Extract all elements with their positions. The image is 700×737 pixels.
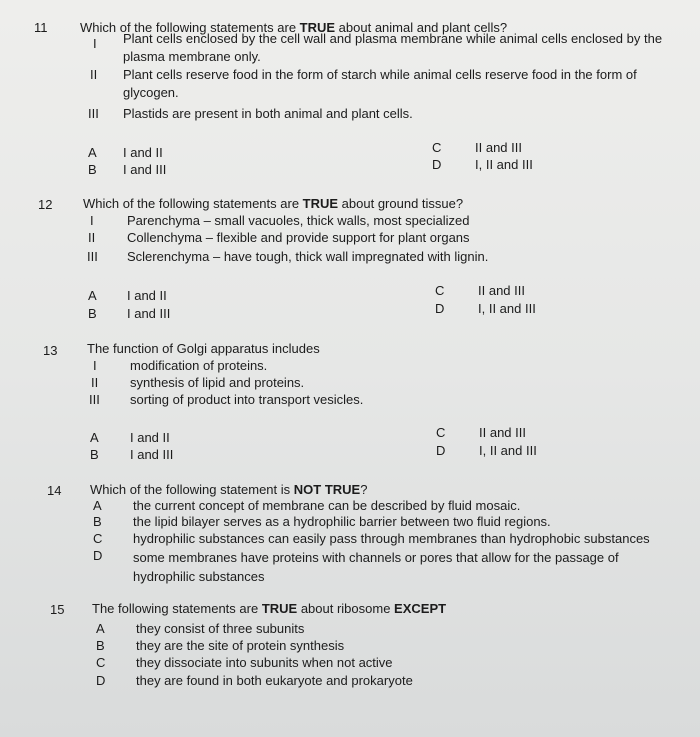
option-text[interactable]: they are the site of protein synthesis (136, 638, 345, 653)
statement-num: III (88, 106, 99, 121)
question-stem: Which of the following statements are TRUE about ground tissue? (83, 196, 464, 211)
option-text[interactable]: hydrophilic substances can easily pass through membranes than hydrophobic substances (133, 531, 650, 546)
statement-text: Sclerenchyma – have tough, thick wall impregnated with lignin. (127, 249, 489, 264)
statement-num: II (91, 375, 99, 390)
option-text[interactable]: I and II (123, 145, 163, 160)
option-letter[interactable]: A (93, 498, 102, 513)
option-letter[interactable]: B (88, 162, 97, 177)
option-letter[interactable]: D (432, 157, 442, 172)
question-stem: Which of the following statement is NOT TRUE? (90, 482, 368, 497)
option-letter[interactable]: C (93, 531, 103, 546)
option-letter[interactable]: B (88, 306, 97, 321)
option-text[interactable]: I and II (127, 288, 167, 303)
statement-text: Plant cells reserve food in the form of starch while animal cells reserve food in the form of glycogen. (123, 67, 637, 100)
option-text[interactable]: II and III (479, 425, 526, 440)
option-text[interactable]: II and III (478, 283, 525, 298)
statement-text: Plant cells enclosed by the cell wall and plasma membrane while animal cells enclosed by the plasma membrane only. (123, 31, 663, 64)
option-letter[interactable]: B (96, 638, 105, 653)
statement-num: III (89, 392, 100, 407)
question-stem: The following statements are TRUE about ribosome EXCEPT (92, 601, 447, 616)
question-stem: Which of the following statements are TRUE about animal and plant cells? (80, 20, 508, 35)
statement-text: Plastids are present in both animal and plant cells. (123, 106, 413, 121)
option-letter[interactable]: A (90, 430, 99, 445)
option-letter[interactable]: C (432, 140, 442, 155)
option-letter[interactable]: D (436, 443, 446, 458)
question-number: 15 (50, 602, 65, 617)
option-text[interactable]: I and II (130, 430, 170, 445)
option-letter[interactable]: A (96, 621, 105, 636)
option-letter[interactable]: C (435, 283, 445, 298)
option-text[interactable]: they are found in both eukaryote and prokaryote (136, 673, 413, 688)
option-letter[interactable]: D (96, 673, 106, 688)
option-text[interactable]: II and III (475, 140, 522, 155)
option-text[interactable]: I and III (123, 162, 167, 177)
statement-num: III (87, 249, 98, 264)
option-text[interactable]: some membranes have proteins with channels or pores that allow for the passage of hydrophilic substances (133, 550, 619, 584)
option-text[interactable]: they dissociate into subunits when not active (136, 655, 393, 670)
statement-text: modification of proteins. (130, 358, 268, 373)
question-number: 12 (38, 197, 53, 212)
statement-num: I (90, 213, 94, 228)
question-number: 11 (34, 20, 48, 35)
statement-num: II (90, 67, 98, 82)
option-text[interactable]: I and III (127, 306, 171, 321)
option-letter[interactable]: B (93, 514, 102, 529)
option-letter[interactable]: D (435, 301, 445, 316)
option-text[interactable]: I, II and III (478, 301, 536, 316)
option-letter[interactable]: B (90, 447, 99, 462)
question-stem: The function of Golgi apparatus includes (87, 341, 320, 356)
statement-num: II (88, 230, 96, 245)
option-text[interactable]: they consist of three subunits (136, 621, 305, 636)
statement-text: synthesis of lipid and proteins. (130, 375, 305, 390)
option-letter[interactable]: A (88, 145, 97, 160)
option-letter[interactable]: A (88, 288, 97, 303)
option-letter[interactable]: C (96, 655, 106, 670)
option-text[interactable]: I, II and III (479, 443, 537, 458)
option-letter[interactable]: D (93, 548, 103, 563)
option-text[interactable]: the current concept of membrane can be described by fluid mosaic. (133, 498, 521, 513)
option-text[interactable]: I, II and III (475, 157, 533, 172)
statement-text: Collenchyma – flexible and provide support for plant organs (127, 230, 470, 245)
option-letter[interactable]: C (436, 425, 446, 440)
question-number: 13 (43, 343, 58, 358)
option-text[interactable]: I and III (130, 447, 174, 462)
question-number: 14 (47, 483, 62, 498)
statement-num: I (93, 358, 97, 373)
statement-num: I (93, 36, 97, 51)
option-text[interactable]: the lipid bilayer serves as a hydrophilic barrier between two fluid regions. (133, 514, 551, 529)
statement-text: Parenchyma – small vacuoles, thick walls, most specialized (127, 213, 470, 228)
statement-text: sorting of product into transport vesicles. (130, 392, 364, 407)
